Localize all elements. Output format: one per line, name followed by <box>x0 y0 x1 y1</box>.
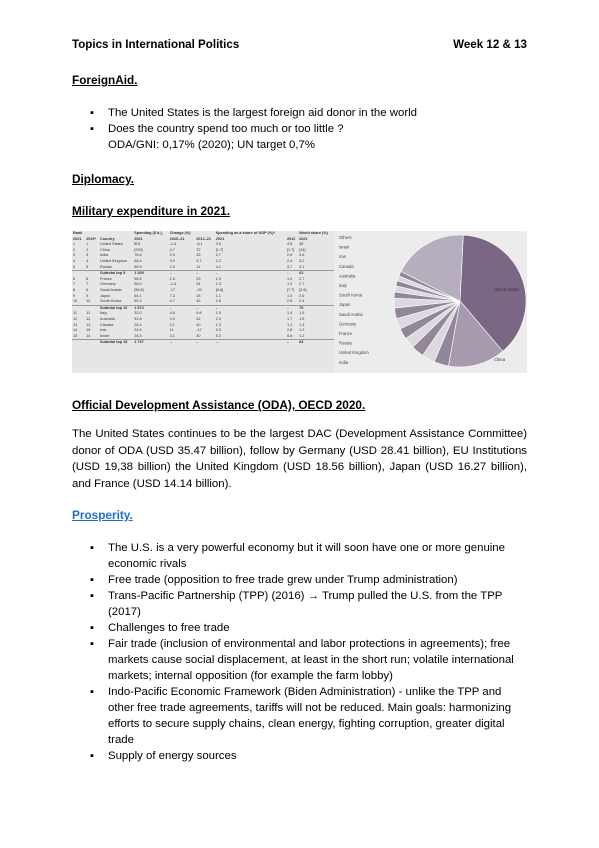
table-cell: .. <box>286 340 298 346</box>
table-cell: 6 <box>86 287 89 292</box>
table-cell: 11 <box>169 328 174 333</box>
table-cell: [7.7] <box>286 287 295 292</box>
table-cell: 30 <box>196 333 201 338</box>
pie-legend-label: Israel <box>339 244 350 250</box>
table-cell: -20 <box>196 287 202 292</box>
table-cell: 42 <box>196 316 201 321</box>
table-cell: [1.7] <box>215 247 224 252</box>
table-cell: Canada <box>100 322 114 327</box>
table-cell: United States <box>100 242 123 247</box>
table-cell: .. <box>215 340 286 346</box>
week-label: Week 12 & 13 <box>453 38 527 51</box>
table-cell: 32.0 <box>134 311 142 316</box>
list-item: ▪ Does the country spend too much or too little ? <box>90 121 527 137</box>
table-cell: 1.5 <box>299 316 305 321</box>
table-cell: 1 737 <box>133 340 168 346</box>
table-cell: .. <box>169 305 196 311</box>
table-cell: 7 <box>86 282 89 287</box>
table-cell: 18 <box>196 293 201 298</box>
table-cell: Iran <box>100 328 107 333</box>
table-cell: 9 <box>86 293 89 298</box>
table-cell: 42 <box>196 299 201 304</box>
table-cell: .. <box>195 305 215 311</box>
table-cell: 15 <box>73 333 78 338</box>
table-cell: 2.7 <box>299 282 305 287</box>
table-cell: Russia <box>100 264 112 269</box>
table-cell: 8 <box>73 287 76 292</box>
table-cell: 3 <box>86 253 89 258</box>
pie-legend-label: India <box>339 359 349 365</box>
oda-gni-line: ODA/GNI: 0,17% (2020); UN target 0,7% <box>108 139 316 151</box>
table-cell: 4.0 <box>169 316 175 321</box>
table-header-row: Rank Spending ($ b.), Change (%) Spending as a share of GDP (%)* World share (%) <box>73 231 328 235</box>
table-cell: .. <box>169 271 196 277</box>
military-expenditure-heading: Military expenditure in 2021. <box>72 204 231 218</box>
table-cell: .. <box>215 271 286 277</box>
table-cell: -17 <box>169 287 176 292</box>
table-cell: 11 <box>86 311 91 316</box>
table-cell: 75 <box>298 305 334 311</box>
pie-legend-label: Others <box>339 235 352 240</box>
table-cell: 68.4 <box>134 258 142 263</box>
table-cell: 1.3 <box>215 322 222 327</box>
table-cell: 62 <box>298 271 334 277</box>
table-cell: 2.5 <box>286 299 293 304</box>
table-cell: 24 <box>196 282 201 287</box>
table-cell: 3.6 <box>299 253 305 258</box>
table-cell: 26.4 <box>134 322 142 327</box>
table-cell: 14 <box>73 328 78 333</box>
list-item: ▪ Free trade (opposition to free trade grew under Trump administration) <box>90 572 527 588</box>
table-cell: 1.9 <box>215 276 222 281</box>
table-cell: 2.7 <box>299 276 305 281</box>
table-cell: South Korea <box>100 299 122 304</box>
table-cell: 11 <box>196 264 201 269</box>
table-cell: Subtotal top 5 <box>99 271 133 277</box>
table-cell: 1.2 <box>286 282 293 287</box>
table-cell: 56.6 <box>134 276 142 281</box>
foreign-aid-list <box>90 105 527 153</box>
table-cell <box>85 340 99 346</box>
table-cell: 3.0 <box>169 258 175 263</box>
pie-legend-label: Russia <box>339 340 352 346</box>
foreign-aid-heading: ForeignAid. <box>72 73 138 87</box>
table-cell: 2 <box>86 247 89 252</box>
table-cell: 2.6 <box>286 253 293 258</box>
table-cell: 12 <box>86 316 91 321</box>
table-cell: 1.5 <box>169 276 175 281</box>
table-cell: 24.6 <box>134 328 142 333</box>
table-cell: .. <box>286 271 298 277</box>
table-cell: 4.6 <box>169 311 175 316</box>
list-item: ▪ Indo-Pacific Economic Framework (Biden Administration) - unlike the TPP and other free trade agreements, tariffs will not be reduced. Main goals: harmonizing efforts to secure supply chains, clean energy, fighting corruption, greater digital trade <box>90 684 527 748</box>
table-cell: 7.3 <box>169 293 175 298</box>
table-cell: .. <box>215 305 286 311</box>
table-cell: 38 <box>299 242 304 247</box>
table-cell: 3.7 <box>196 258 202 263</box>
table-cell: 3.1 <box>169 333 175 338</box>
table-cell: [2.6] <box>299 287 307 292</box>
table-cell: -17 <box>196 328 202 333</box>
table-cell: 4.1 <box>215 264 222 269</box>
table-cell: 4.7 <box>169 247 175 252</box>
table-cell: 33 <box>196 253 201 258</box>
table-cell: 11 <box>73 311 77 316</box>
table-cell: 4 <box>86 258 89 263</box>
table-cell: China <box>100 247 110 252</box>
table-cell: 1.1 <box>286 322 293 327</box>
table-cell: Germany <box>100 282 116 287</box>
pie-legend-label: South Korea <box>339 292 363 298</box>
table-cell: France <box>100 276 112 281</box>
table-cell: Subtotal top 15 <box>99 340 133 346</box>
pie-chart <box>334 231 527 373</box>
table-cell: 2.8 <box>286 328 293 333</box>
table-cell: [1.7] <box>286 247 295 252</box>
table-cell: 1.2 <box>299 333 305 338</box>
table-cell: 24.3 <box>134 333 142 338</box>
table-cell: 56.0 <box>134 282 142 287</box>
table-cell: 2.7 <box>215 253 222 258</box>
table-cell: 1.2 <box>299 328 305 333</box>
table-cell: 9 <box>73 293 76 298</box>
pie-legend-label: Canada <box>339 263 354 269</box>
table-cell: 3.1 <box>299 264 305 269</box>
pie-chart-svg <box>334 231 527 373</box>
table-cell: 1 574 <box>133 305 168 311</box>
table-cell: United Kingdom <box>100 258 128 263</box>
table-cell: 8 <box>86 276 89 281</box>
table-cell: 4.5 <box>286 242 293 247</box>
pie-label-united-states: United States <box>494 287 520 292</box>
table-cell: 3 <box>73 253 76 258</box>
table-cell: 0.9 <box>169 253 175 258</box>
table-cell: 3.1 <box>169 322 175 327</box>
table-header-row: 2021 2020* Country 2021 2020–21 2012–21 2021 2012 2021 <box>73 236 308 241</box>
table-cell: 10 <box>73 299 78 304</box>
table-cell: .. <box>195 340 215 346</box>
table-cell: .. <box>286 305 298 311</box>
table-cell: 23 <box>196 276 201 281</box>
table-cell: .. <box>195 271 215 277</box>
table-cell: 76.6 <box>134 253 142 258</box>
table-cell: 1 305 <box>133 271 168 277</box>
table-cell: 3.7 <box>286 264 293 269</box>
table-cell: 50.2 <box>134 299 142 304</box>
pie-legend-label: Germany <box>339 321 357 327</box>
list-item: ▪ The United States is the largest foreign aid donor in the world <box>90 105 527 121</box>
list-item: ▪ Trans-Pacific Partnership (TPP) (2016) → Trump pulled the U.S. from the TPP (2017) <box>90 588 527 620</box>
pie-legend-label: Australia <box>339 273 356 279</box>
table-cell: 801 <box>134 242 141 247</box>
table-cell: [14] <box>299 247 306 252</box>
list-item: ▪ Challenges to free trade <box>90 620 527 636</box>
table-cell: 3.5 <box>215 242 222 247</box>
table-row <box>72 340 334 346</box>
table-cell: 5 <box>86 264 89 269</box>
table-cell: 83 <box>298 340 334 346</box>
table-cell: 5 <box>73 264 76 269</box>
table-cell: 13 <box>86 322 91 327</box>
table-cell: 1.5 <box>215 311 222 316</box>
table-cell: -1.4 <box>169 242 177 247</box>
table-cell: Saudi Arabia <box>100 287 122 292</box>
table-cell: 7 <box>73 282 76 287</box>
table-cell: 72 <box>196 247 201 252</box>
table-cell: 1.7 <box>286 316 293 321</box>
list-item: ▪ Fair trade (inclusion of environmental and labor protections in agreements); free markets cause social displacement, at least in the short run; volatile international markets; internal opposition (for example the farm lobby) <box>90 636 527 684</box>
diplomacy-heading: Diplomacy. <box>72 172 135 186</box>
table-cell: 6 <box>73 276 76 281</box>
table-cell: Australia <box>100 316 115 321</box>
table-cell: 1 <box>86 242 89 247</box>
table-cell: 16 <box>86 328 91 333</box>
oda-paragraph: The United States continues to be the largest DAC (Development Assistance Committee) donor of ODA (USD 35.47 billion), follow by Germany (USD 28.41 billion), EU Institutions (USD 19,38 billion) the United Kingdom (USD 18.56 billion), Japan (USD 16.27 billion), and France (USD 14.14 billion). <box>72 428 527 490</box>
table-cell: 1.3 <box>215 282 222 287</box>
table-cell: 31.8 <box>134 316 142 321</box>
table-cell: 1.4 <box>286 311 293 316</box>
table-cell: Israel <box>100 333 110 338</box>
table-cell: -1.4 <box>169 282 177 287</box>
table-cell: 3.2 <box>299 258 305 263</box>
table-cell: 13 <box>73 322 78 327</box>
table-cell: Subtotal top 10 <box>99 305 133 311</box>
table-cell: 4.7 <box>169 299 175 304</box>
table-cell: 2.4 <box>299 299 305 304</box>
pie-legend-label: France <box>339 331 353 336</box>
list-item: ▪ The U.S. is a very powerful economy but it will soon have one or more genuine economic rivals <box>90 540 527 572</box>
table-cell: [293] <box>134 247 143 252</box>
table-cell: 2.2 <box>215 258 222 263</box>
pie-legend-label: Iran <box>339 254 347 260</box>
table-cell: India <box>100 253 109 258</box>
table-cell: 1 <box>73 242 76 247</box>
prosperity-list <box>90 540 527 764</box>
table-cell: Japan <box>100 293 111 298</box>
table-cell: 2.0 <box>215 316 222 321</box>
table-cell: 14 <box>86 333 91 338</box>
oda-heading: Official Development Assistance (ODA), OECD 2020. <box>72 398 366 412</box>
pie-legend-label: United Kingdom <box>339 350 369 356</box>
table-cell: 2.3 <box>215 328 222 333</box>
pie-legend-label: Italy <box>339 283 347 288</box>
military-expenditure-figure <box>72 231 527 373</box>
table-cell: 10 <box>86 299 91 304</box>
pie-label-china: China <box>494 357 505 362</box>
table-cell: 2.9 <box>169 264 175 269</box>
table-cell: 1.1 <box>215 293 222 298</box>
table-cell: 1.5 <box>299 311 305 316</box>
table-cell: 9.8 <box>196 311 202 316</box>
table-cell: 5.2 <box>215 333 222 338</box>
page-header <box>72 38 527 51</box>
table-cell: 1.9 <box>286 276 293 281</box>
table-cell: 2.6 <box>299 293 305 298</box>
table-cell: [6.6] <box>215 287 224 292</box>
pie-legend-label: Saudi Arabia <box>339 311 363 317</box>
table-cell: 5.6 <box>286 333 293 338</box>
table-cell: -6.1 <box>196 242 203 247</box>
table-cell: .. <box>169 340 196 346</box>
table-cell: 1.0 <box>286 293 293 298</box>
table-cell <box>72 340 85 346</box>
table-cell: 2.4 <box>286 258 293 263</box>
table-cell: 4 <box>73 258 76 263</box>
military-expenditure-table <box>72 231 334 373</box>
table-cell: 1.3 <box>299 322 305 327</box>
prosperity-heading: Prosperity. <box>72 508 133 522</box>
pie-legend-label: Japan <box>339 302 351 308</box>
list-item: ▪ Supply of energy sources <box>90 748 527 764</box>
table-cell: Italy <box>100 311 107 316</box>
table-cell: [55.6] <box>134 287 144 292</box>
table-cell: 40 <box>196 322 201 327</box>
course-title: Topics in International Politics <box>72 38 240 51</box>
table-cell: 2.8 <box>215 299 222 304</box>
table-cell: 54.1 <box>134 293 142 298</box>
table-cell: 2 <box>73 247 76 252</box>
table-cell: 65.9 <box>134 264 142 269</box>
table-cell: 12 <box>73 316 78 321</box>
